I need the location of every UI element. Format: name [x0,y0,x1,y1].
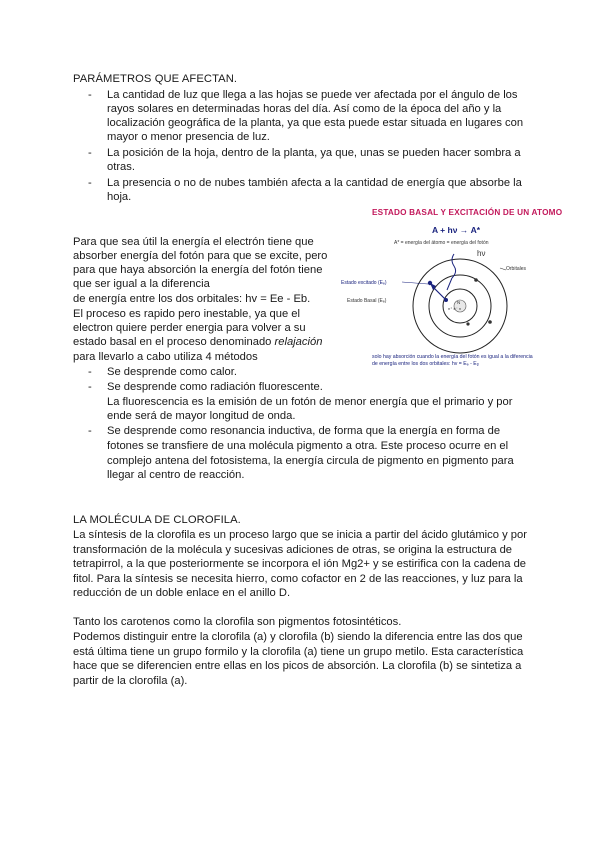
bullet-line: fotones se transfiere de una molécula pigmento a otra. Este proceso ocurre en el [107,440,509,452]
bullet-dash: - [88,366,92,378]
diagram-equation: A + hν → A* [432,225,481,235]
paragraph-line: El proceso es rapido pero inestable, ya que el [73,308,301,320]
paragraph-line: que ser igual a la diferencia [73,278,210,290]
relax-word: relajación [274,336,323,348]
bullet-dash: - [88,381,92,393]
bullet-dash: - [88,147,92,159]
paragraph-line: hace que se diferencien entre ellas en los picos de absorción. La clorofila (b) se sintetiza a [73,660,522,672]
bullet-line: complejo antena del fotosistema, la energía circula de pigmento en pigmento para [107,455,514,467]
relax-text: estado basal en el proceso denominado [73,336,275,348]
paragraph-line: Tanto los carotenos como la clorofila son pigmentos fotosintéticos. [73,616,402,628]
bullet-dash: - [88,177,92,189]
label-leader [402,282,428,284]
paragraph-line: partir de la clorofila (a). [73,675,188,687]
photon-arrow [447,278,452,290]
hv-label: hν [477,249,486,258]
bullet-dash: - [88,425,92,437]
orbital-label: Orbitales [506,266,527,272]
diagram-title: ESTADO BASAL Y EXCITACIÓN DE UN ATOMO [372,208,563,217]
bullet-dash: - [88,89,92,101]
bullet-line: localización geográfica de la planta, ya que esta puede estar situada en lugares con [107,117,524,129]
diagram-caption: de energía entre los dos orbitales: hv = Eₑ - Eᵦ [372,361,479,367]
section-heading-parametros: PARÁMETROS QUE AFECTAN. [73,73,238,85]
paragraph-line: fitol. Para la síntesis se necesita hierro, como cofactor en 2 de las reacciones, y luz para la [73,573,523,585]
electron [474,278,478,282]
bullet-line: hoja. [107,191,132,203]
paragraph-line: para que haya absorción la energía del fotón tiene [73,264,323,276]
paragraph-line: para llevarlo a cabo utiliza 4 métodos [73,351,258,363]
paragraph-line: reducción de un doble enlace en el anillo D. [73,587,291,599]
atom-diagram [372,246,532,354]
electron [466,322,469,325]
bullet-line: mayor o menor presencia de luz. [107,131,270,143]
electron [488,320,492,324]
bullet-line: La presencia o no de nubes también afecta a la cantidad de energía que absorbe la [107,177,522,189]
paragraph-line: Podemos distinguir entre la clorofila (a) y clorofila (b) siendo la diferencia entre las dos que [73,631,523,643]
paragraph-line-relajacion [73,335,322,349]
paragraph-line: absorber energía del fotón para que se excite, pero [73,250,328,262]
paragraph-line: está última tiene un grupo formilo y la clorofila (a) tiene un grupo metilo. Esta característica [73,646,524,658]
bullet-line: ende será de mayor longitud de onda. [107,410,296,422]
paragraph-line: Para que sea útil la energía el electrón tiene que [73,236,314,248]
nucleus-label: N [457,300,461,305]
bullet-line: otras. [107,161,135,173]
bullet-line: Se desprende como radiación fluorescente. [107,381,323,393]
bullet-line: La fluorescencia es la emisión de un fotón de menor energía que el primario y por [107,396,513,408]
electron-excited [428,281,432,285]
section-heading-clorofila: LA MOLÉCULA DE CLOROFILA. [73,514,241,526]
paragraph-line: transformación de la molécula y sucesivas adiciones de otras, se origina la estructura de [73,544,513,556]
bullet-line: Se desprende como calor. [107,366,237,378]
basal-state-label: Estado Basal (Eₑ) [347,298,387,304]
diagram-subtitle: A* = energía del átomo = energía del fotón [394,240,489,246]
paragraph-line: electron quiere perder energia para volver a su [73,322,306,334]
excited-state-label: Estado excitado (Eₑ) [341,280,387,286]
photon-wave [452,254,456,278]
bullet-line: llegar al centro de reacción. [107,469,245,481]
paragraph-line: de energía entre los dos orbitales: hv = Ee - Eb. [73,293,311,305]
bullet-line: La cantidad de luz que llega a las hojas se puede ver afectada por el ángulo de los [107,89,518,101]
bullet-line: La posición de la hoja, dentro de la planta, ya que, unas se pueden hacer sombra a [107,147,521,159]
paragraph-line: La síntesis de la clorofila es un proceso largo que se inicia a partir del ácido glutámico y por [73,529,527,541]
bullet-line: rayos solares en determinadas horas del día. Así como de la época del año y la [107,103,502,115]
diagram-caption: solo hay absorción cuando la energía del fotón es igual a la diferencia [372,354,533,360]
paragraph-line: tetrapirrol, a la que posteriormente se incorpora el ión Mg2+ y se estirifica con la cadena de [73,558,527,570]
bullet-line: Se desprende como resonancia inductiva, de forma que la energía en forma de [107,425,501,437]
nucleus-sublabel: n⁺ e⁻ n [448,306,462,311]
electron-basal [444,298,448,302]
